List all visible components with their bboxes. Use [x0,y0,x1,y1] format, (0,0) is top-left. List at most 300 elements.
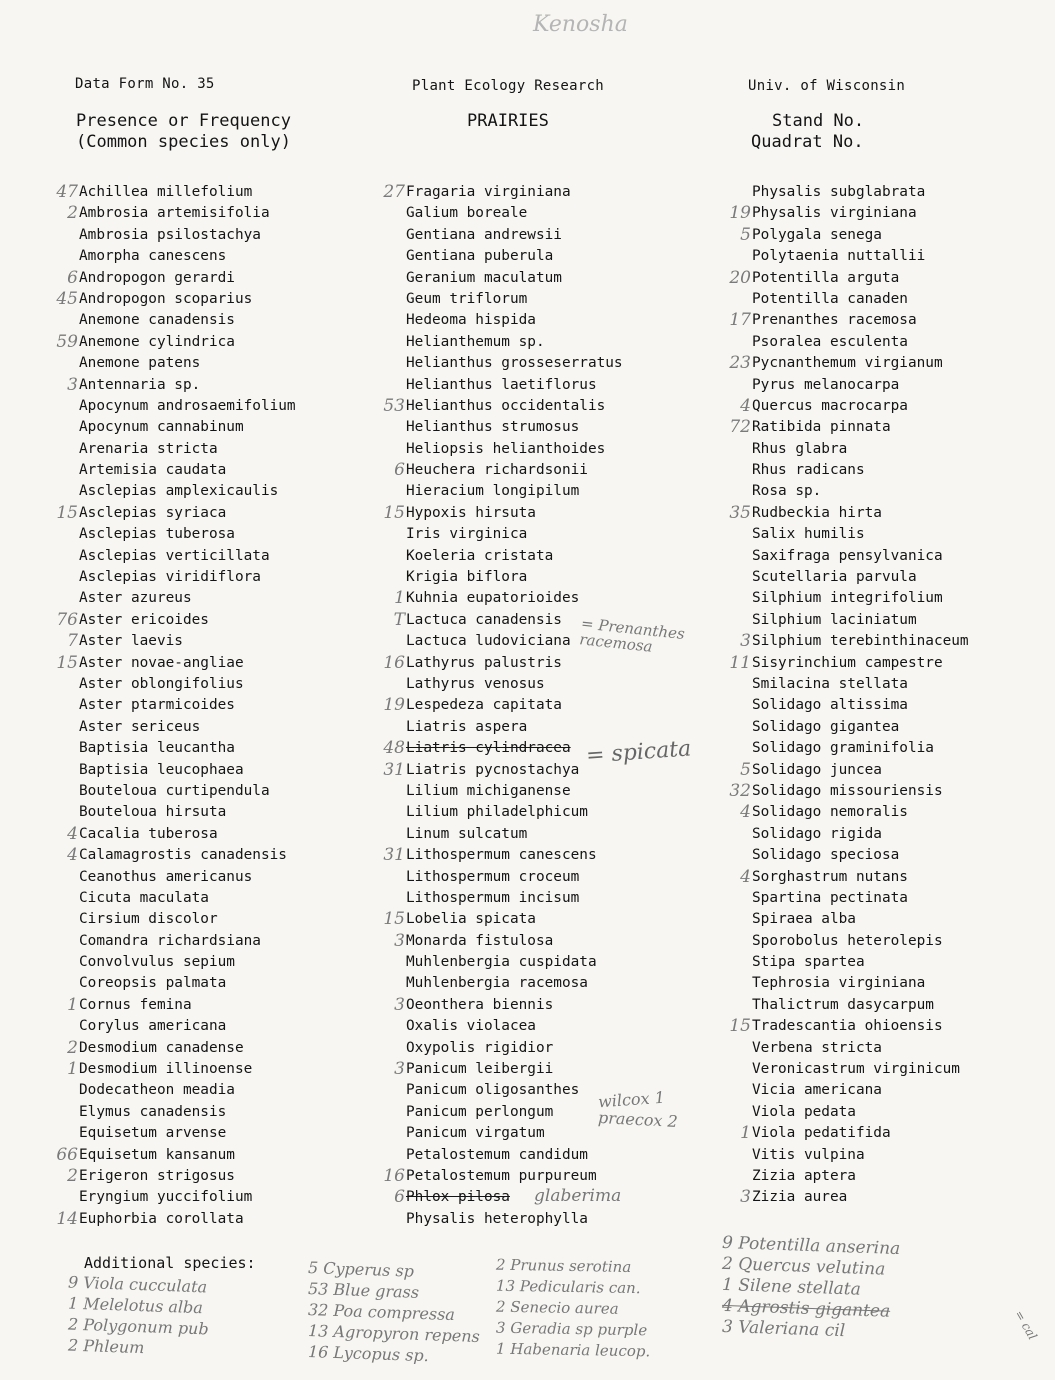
species-row [79,353,296,374]
frequency-count: 2 [67,1165,78,1186]
species-row [67,1037,296,1059]
additional-species-entry: 16 Lycopus sp. [307,1342,430,1366]
species-name: Monarda fistulosa [406,932,554,949]
species-name: Saxifraga pensylvanica [752,547,943,564]
left-title-line-2: (Common species only) [76,132,291,152]
species-name: Lithospermum incisum [406,889,580,906]
species-name: Erigeron strigosus [79,1167,235,1184]
species-row [79,1187,296,1208]
species-row [752,182,969,203]
species-name: Eryngium yuccifolium [79,1189,253,1206]
species-row [394,930,623,952]
species-name: Solidago nemoralis [752,804,908,821]
frequency-count: 6 [394,460,405,481]
species-row [79,524,296,545]
frequency-count: 31 [383,845,405,866]
species-row [729,652,969,674]
additional-species-entry: 4 Agrostis gigantea [721,1295,891,1322]
species-row [79,310,296,331]
species-column-3 [729,182,969,1209]
frequency-count: 17 [729,310,751,331]
page-title: PRAIRIES [467,111,549,131]
frequency-count: 15 [383,909,405,930]
frequency-count: 53 [383,395,405,416]
species-row [79,481,296,502]
species-name: Bouteloua hirsuta [79,804,227,821]
additional-species-entry: 3 Geradia sp purple [495,1318,648,1340]
frequency-count: 27 [383,182,405,202]
additional-species-entry: 2 Prunus serotina [495,1255,632,1277]
species-name: Phlox pilosa [406,1189,510,1206]
species-row [406,225,623,246]
species-row [406,1038,623,1059]
species-row [383,652,623,674]
species-row [752,1145,969,1166]
species-row [67,823,296,845]
species-name: Aster oblongifolius [79,675,244,692]
species-name: Solidago missouriensis [752,782,943,799]
species-name: Psoralea esculenta [752,333,908,350]
species-name: Anemone patens [79,355,201,372]
species-name: Rhus glabra [752,440,848,457]
species-row [740,866,969,888]
top-handwritten-note: Kenosha [533,12,628,37]
species-name: Baptisia leucophaea [79,761,244,778]
species-row [406,717,623,738]
species-name: Quercus macrocarpa [752,397,908,414]
species-name: Aster ericoides [79,611,209,628]
species-name: Lactuca canadensis [406,611,562,628]
species-name: Heliopsis helianthoides [406,440,606,457]
frequency-count: 4 [67,823,78,844]
species-name: Apocynum cannabinum [79,419,244,436]
species-name: Vicia americana [752,1082,882,1099]
species-name: Panicum oligosanthes [406,1082,580,1099]
species-row [752,973,969,994]
species-name: Helianthus strumosus [406,419,580,436]
species-name: Andropogon scoparius [79,290,253,307]
species-row [752,695,969,716]
species-name: Scutellaria parvula [752,569,917,586]
species-name: Silphium laciniatum [752,611,917,628]
panicum-note-1: wilcox 1 [597,1087,666,1112]
species-row [383,1165,623,1187]
frequency-count: 1 [740,1123,751,1144]
species-name: Ratibida pinnata [752,419,891,436]
species-row [79,717,296,738]
species-name: Aster sericeus [79,718,201,735]
species-name: Achillea millefolium [79,184,253,200]
species-row [406,524,623,545]
additional-species-entry: 13 Agropyron repens [307,1321,481,1346]
frequency-count: 4 [740,866,751,887]
frequency-count: 5 [740,224,751,245]
additional-species-entry: 53 Blue grass [307,1279,420,1302]
additional-species-entry: 2 Quercus velutina [721,1253,886,1280]
species-name: Polytaenia nuttallii [752,248,926,265]
frequency-count: 48 [383,738,405,759]
frequency-count: 32 [729,780,751,801]
species-row [752,524,969,545]
species-row [729,267,969,289]
additional-species-entry: 2 Polygonum pub [67,1314,209,1339]
frequency-count: 31 [383,759,405,780]
species-name: Muhlenbergia cuspidata [406,954,597,971]
quadrat-number-label: Quadrat No. [751,132,864,152]
species-row [79,588,296,609]
species-name: Helianthus occidentalis [406,397,606,414]
species-row [56,502,296,524]
species-row [67,203,296,224]
species-name: Zizia aptera [752,1167,856,1184]
frequency-count: 4 [67,845,78,866]
frequency-count: 6 [394,1187,405,1208]
species-row [406,203,623,224]
species-row [752,674,969,695]
prenanthes-annotation: = Prenanthes racemosa [578,614,686,656]
frequency-count: 3 [67,374,78,395]
species-name: Euphorbia corollata [79,1210,244,1227]
species-name: Liatris cylindracea [406,740,571,757]
frequency-count: 19 [729,203,751,224]
frequency-count: 4 [740,802,751,823]
species-name: Physalis subglabrata [752,184,926,200]
species-name: Petalostemum candidum [406,1146,588,1163]
frequency-count: 76 [56,609,78,630]
frequency-count: 72 [729,417,751,438]
frequency-count: 1 [394,588,405,609]
species-row [729,502,969,524]
species-name: Helianthus laetiflorus [406,376,597,393]
species-row [56,1144,296,1166]
species-row [406,310,623,331]
species-name: Galium boreale [406,205,528,222]
university: Univ. of Wisconsin [748,78,906,94]
species-name: Elymus canadensis [79,1103,227,1120]
species-row [729,417,969,438]
frequency-count: 15 [56,502,78,523]
frequency-count: 66 [56,1144,78,1165]
species-row [752,1102,969,1123]
species-name: Iris virginica [406,526,528,543]
species-name: Stipa spartea [752,954,865,971]
species-row [394,588,623,609]
species-row [752,888,969,909]
frequency-count: 6 [67,267,78,288]
species-name: Aster novae-angliae [79,654,244,671]
species-row [752,289,969,310]
species-row [67,1059,296,1080]
species-name: Muhlenbergia racemosa [406,975,588,992]
organization: Plant Ecology Research [412,78,605,94]
species-name: Zizia aurea [752,1189,848,1206]
species-row [79,439,296,460]
species-name: Rhus radicans [752,462,865,479]
species-row [79,246,296,267]
frequency-count: 3 [394,1059,405,1080]
species-name: Panicum virgatum [406,1125,545,1142]
additional-species-entry: 2 Senecio aurea [495,1297,619,1318]
frequency-count: 45 [56,288,78,309]
species-row [79,567,296,588]
species-row [406,1080,623,1101]
species-name: Lilium philadelphicum [406,804,588,821]
species-name: Krigia biflora [406,569,528,586]
species-name: Fragaria virginiana [406,184,571,200]
species-name: Anemone cylindrica [79,333,235,350]
species-name: Cirsium discolor [79,911,218,928]
species-column-1 [56,182,296,1230]
species-row [740,224,969,246]
species-row [79,674,296,695]
species-name: Rosa sp. [752,483,822,500]
species-row [383,395,623,417]
additional-species-entry: 1 Melelotus alba [67,1293,204,1318]
species-row [406,375,623,396]
species-row [740,631,969,652]
species-name: Solidago gigantea [752,718,900,735]
additional-species-list-d [721,1232,901,1342]
species-name: Lathyrus venosus [406,675,545,692]
calamagrostis-note: = cal [1011,1307,1040,1343]
species-row [67,267,296,289]
species-name: Lathyrus palustris [406,654,562,671]
species-row [406,332,623,353]
frequency-count: 20 [729,267,751,288]
species-name: Apocynum androsaemifolium [79,397,296,414]
species-row [752,909,969,930]
species-name: Cacalia tuberosa [79,825,218,842]
species-name: Vitis vulpina [752,1146,865,1163]
species-name: Verbena stricta [752,1039,882,1056]
additional-species-list-b [308,1260,480,1365]
species-row [406,867,623,888]
species-row [406,802,623,823]
species-name: Silphium terebinthinaceum [752,633,969,650]
species-name: Asclepias tuberosa [79,526,235,543]
species-row [752,567,969,588]
species-name: Solidago graminifolia [752,740,934,757]
species-row [406,1102,623,1123]
species-name: Oxalis violacea [406,1018,536,1035]
frequency-count: 23 [729,353,751,374]
additional-species-entry: 9 Potentilla anserina [721,1232,901,1260]
species-row [752,931,969,952]
species-name: Geranium maculatum [406,269,562,286]
species-name: Linum sulcatum [406,825,528,842]
species-name: Hypoxis hirsuta [406,504,536,521]
frequency-count: 15 [56,652,78,673]
species-row [406,353,623,374]
additional-species-list-a [68,1274,209,1358]
species-name: Anemone canadensis [79,312,235,329]
species-name: Sporobolus heterolepis [752,932,943,949]
species-row [729,780,969,802]
species-row [383,845,623,866]
species-row [79,1080,296,1101]
species-row [79,781,296,802]
frequency-count: 4 [740,395,751,416]
species-row [406,1123,623,1144]
frequency-count: 35 [729,502,751,523]
species-name: Cicuta maculata [79,889,209,906]
species-name: Cornus femina [79,996,192,1013]
species-row [79,738,296,759]
species-row [752,1080,969,1101]
species-name: Artemisia caudata [79,462,227,479]
species-row [56,288,296,310]
additional-species-entry: 1 Habenaria leucop. [495,1339,651,1361]
species-name: Asclepias syriaca [79,504,227,521]
species-name: Asclepias amplexicaulis [79,483,279,500]
species-name: Asclepias viridiflora [79,569,261,586]
species-row [79,931,296,952]
species-name: Solidago altissima [752,697,908,714]
species-name: Lespedeza capitata [406,697,562,714]
additional-species-entry: 32 Poa compressa [307,1300,456,1325]
species-row [79,1123,296,1144]
species-row [752,588,969,609]
species-name: Lithospermum croceum [406,868,580,885]
species-name: Solidago speciosa [752,847,900,864]
species-row [79,973,296,994]
species-row [79,952,296,973]
species-name: Desmodium canadense [79,1039,244,1056]
species-row [56,1208,296,1230]
species-name: Baptisia leucantha [79,740,235,757]
species-name: Convolvulus sepium [79,954,235,971]
species-row [752,952,969,973]
species-name: Heuchera richardsonii [406,462,588,479]
species-name: Tephrosia virginiana [752,975,926,992]
species-name: Smilacina stellata [752,675,908,692]
species-row [67,845,296,866]
species-name: Equisetum kansanum [79,1146,235,1163]
species-name: Bouteloua curtipendula [79,782,270,799]
frequency-count: 47 [56,182,78,202]
frequency-count: 16 [383,1165,405,1186]
frequency-count: T [393,609,405,630]
species-row [752,995,969,1016]
species-name: Sorghastrum nutans [752,868,908,885]
species-name: Aster ptarmicoides [79,697,235,714]
species-row [406,417,623,438]
species-column-2 [383,182,623,1230]
species-row [752,332,969,353]
species-name: Geum triflorum [406,290,528,307]
species-row [406,246,623,267]
species-row [752,375,969,396]
species-name: Lithospermum canescens [406,847,597,864]
species-row [406,973,623,994]
additional-species-entry: 1 Silene stellata [721,1274,862,1300]
species-row [79,888,296,909]
frequency-count: 11 [729,652,751,673]
species-row [79,460,296,481]
species-row [740,802,969,823]
glaberrima-annotation: glaberima [534,1186,622,1206]
species-row [752,460,969,481]
frequency-count: 5 [740,759,751,780]
form-number: Data Form No. 35 [75,76,215,92]
species-row [79,760,296,781]
frequency-count: 3 [740,1187,751,1208]
species-row [406,1209,623,1230]
species-row [740,1123,969,1144]
species-row [406,289,623,310]
species-row [383,182,623,203]
frequency-count: 15 [383,502,405,523]
species-name: Thalictrum dasycarpum [752,996,934,1013]
frequency-count: 15 [729,1016,751,1037]
species-row [56,609,296,631]
species-name: Gentiana puberula [406,248,554,265]
frequency-count: 3 [394,994,405,1015]
species-name: Helianthus grosseserratus [406,355,623,372]
species-row [729,203,969,224]
species-name: Lactuca ludoviciana [406,633,571,650]
frequency-count: 14 [56,1208,78,1229]
frequency-count: 2 [67,203,78,224]
species-row [752,546,969,567]
species-row [740,395,969,417]
species-row [752,1166,969,1187]
species-name: Helianthemum sp. [406,333,545,350]
species-row [406,888,623,909]
species-name: Silphium integrifolium [752,590,943,607]
species-row [406,824,623,845]
species-name: Solidago juncea [752,761,882,778]
species-name: Viola pedata [752,1103,856,1120]
species-row [79,867,296,888]
species-name: Panicum leibergii [406,1061,554,1078]
species-name: Potentilla canaden [752,290,908,307]
species-name: Antennaria sp. [79,376,201,393]
species-name: Salix humilis [752,526,865,543]
species-row [394,460,623,481]
species-row [729,353,969,374]
frequency-count: 59 [56,331,78,352]
species-name: Lilium michiganense [406,782,571,799]
additional-species-entry: 5 Cyperus sp [307,1258,415,1281]
species-name: Spartina pectinata [752,889,908,906]
species-row [79,802,296,823]
species-name: Aster azureus [79,590,192,607]
species-name: Spiraea alba [752,911,856,928]
species-row [752,610,969,631]
species-name: Sisyrinchium campestre [752,654,943,671]
species-row [79,417,296,438]
species-row [56,652,296,674]
stand-number-label: Stand No. [772,111,865,131]
species-row [394,1059,623,1080]
species-row [67,994,296,1016]
species-row [79,695,296,716]
species-row [56,182,296,203]
species-name: Physalis virginiana [752,205,917,222]
frequency-count: 1 [67,1059,78,1080]
species-name: Petalostemum purpureum [406,1167,597,1184]
species-row [752,1038,969,1059]
species-row [79,225,296,246]
species-name: Aster laevis [79,633,183,650]
species-row [394,994,623,1016]
species-name: Calamagrostis canadensis [79,847,287,864]
species-row [406,1016,623,1037]
species-row [79,1016,296,1037]
frequency-count: 1 [67,994,78,1015]
species-name: Ambrosia psilostachya [79,226,261,243]
